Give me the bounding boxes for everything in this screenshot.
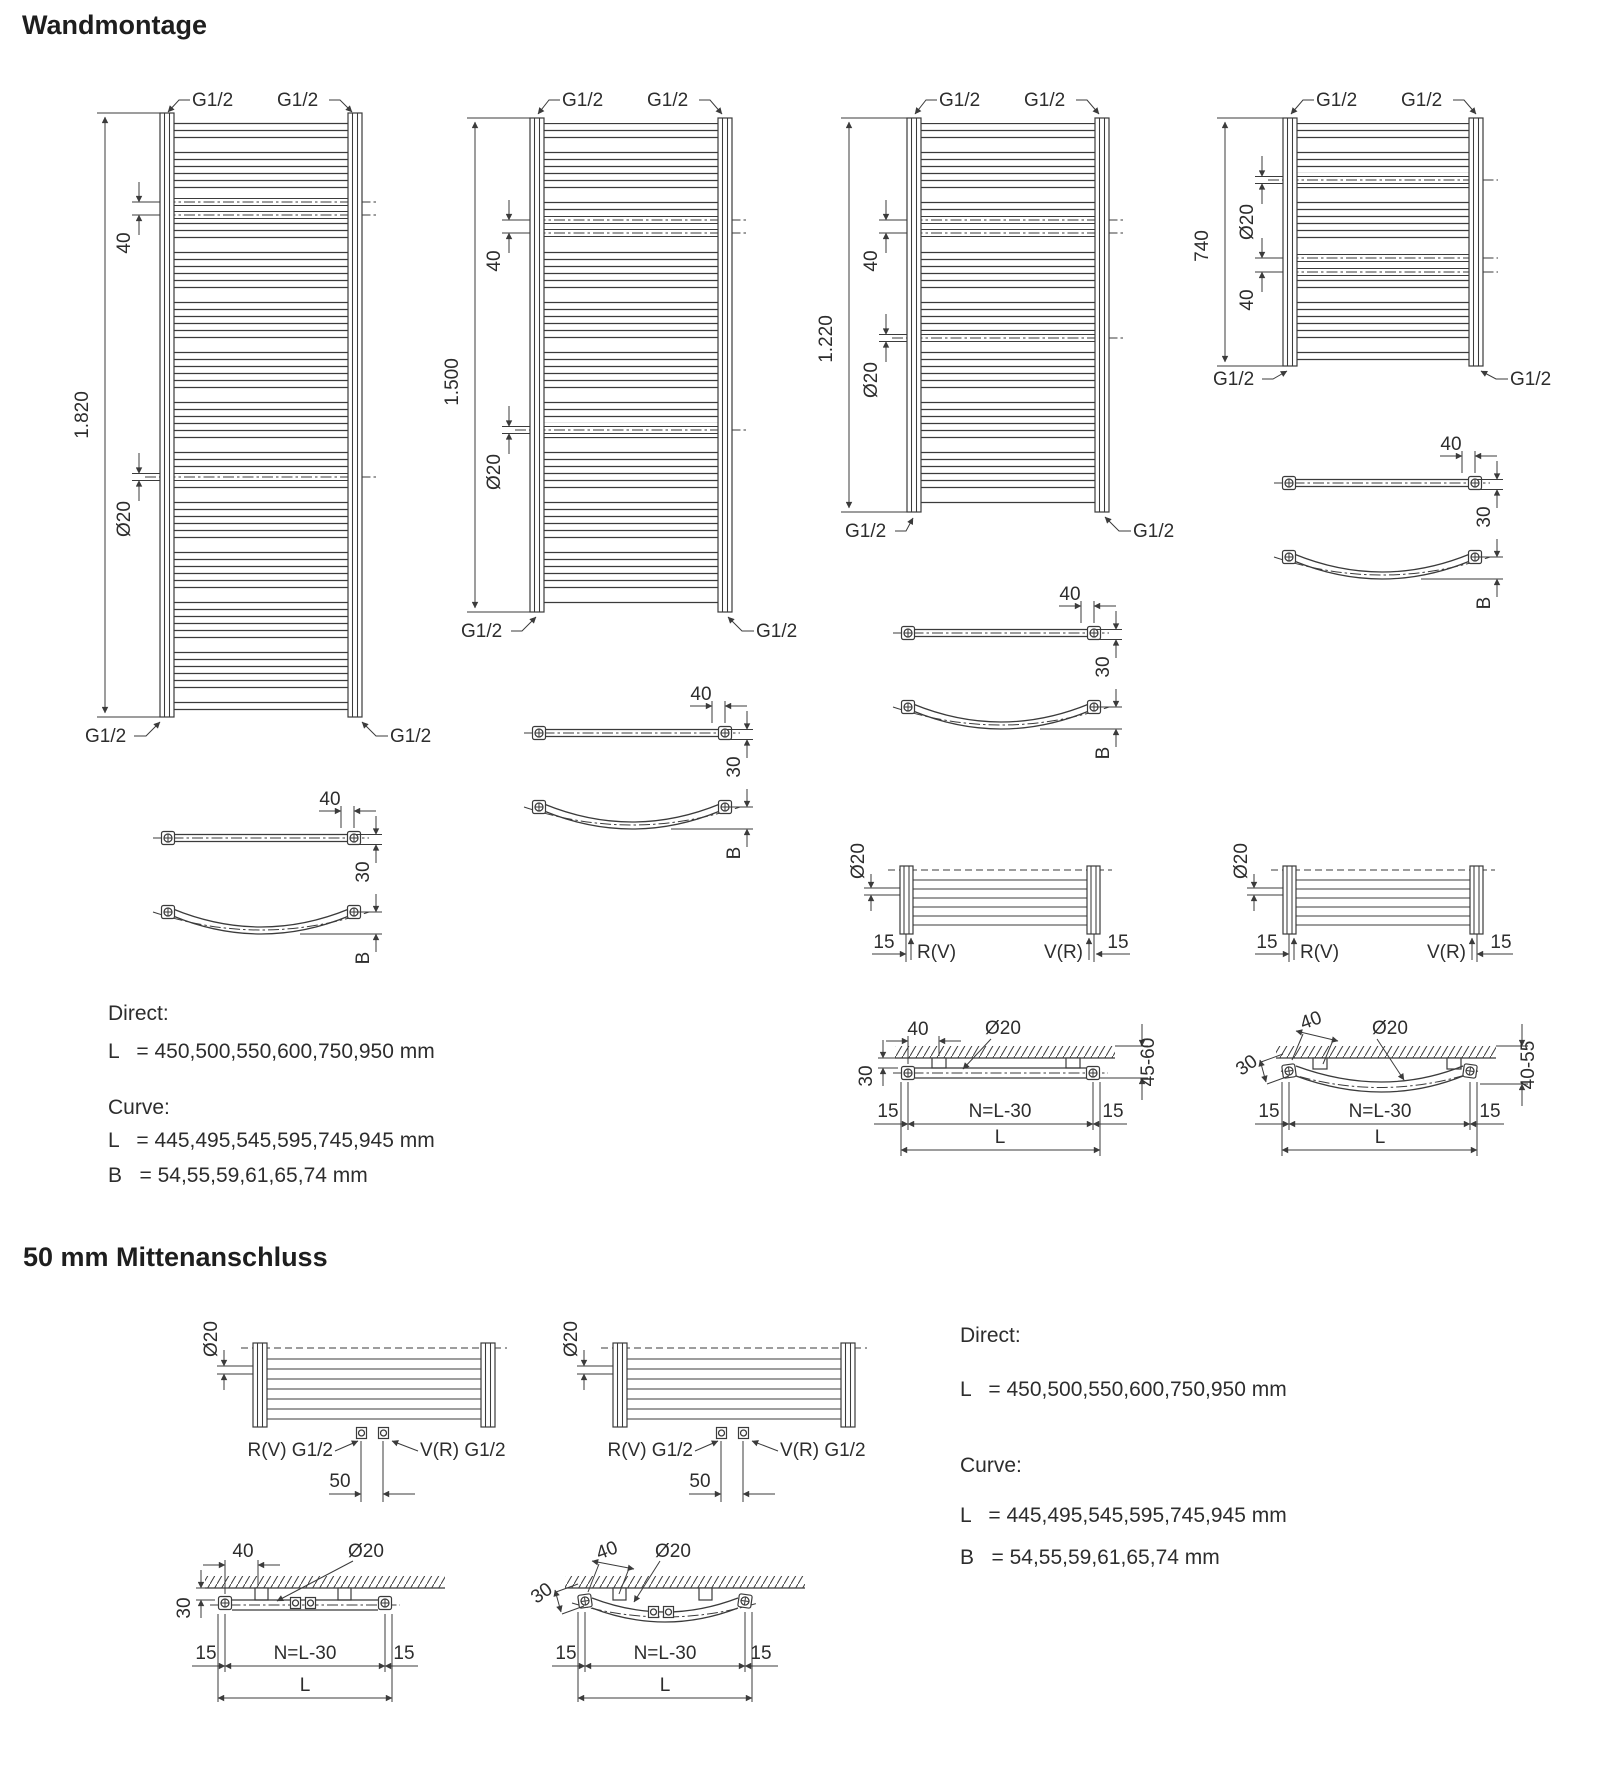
dim-d20-1 <box>114 453 160 537</box>
dim-height-2 <box>442 118 530 612</box>
flow-return-label: V(R) <box>1043 942 1083 963</box>
g12-label: G1/2 <box>845 521 887 542</box>
spec2-direct-title: Direct: <box>960 1324 1021 1347</box>
dim-label-50: 50 <box>689 1471 711 1492</box>
radiator-front-view-1 <box>72 90 431 747</box>
dim-label-d20: Ø20 <box>861 362 882 398</box>
dim-40-1 <box>114 182 160 254</box>
dim-label-d20: Ø20 <box>561 1321 582 1357</box>
dim-label-50: 50 <box>329 1471 351 1492</box>
dim-label-d20: Ø20 <box>655 1541 691 1562</box>
dim-label-n: N=L-30 <box>1348 1101 1412 1122</box>
dim-label-15: 15 <box>1102 1101 1124 1122</box>
dim-label-b: B <box>724 846 745 860</box>
dim-label-15: 15 <box>555 1643 577 1664</box>
dim-label-40: 40 <box>484 250 505 272</box>
spec-curve-title: Curve: <box>108 1096 170 1119</box>
dim-40-2 <box>484 200 530 272</box>
dim-label-15: 15 <box>393 1643 415 1664</box>
radiator-front-view-4 <box>1192 90 1551 390</box>
dim-label-n: N=L-30 <box>633 1643 697 1664</box>
return-flow-g12-label: R(V) G1/2 <box>607 1440 693 1461</box>
dim-label-d20: Ø20 <box>114 501 135 537</box>
dim-label-l: L <box>299 1675 311 1696</box>
g12-label: G1/2 <box>1024 90 1066 111</box>
flow-return-g12-label: V(R) G1/2 <box>780 1440 866 1461</box>
dim-label-15: 15 <box>1479 1101 1501 1122</box>
g12-label: G1/2 <box>1510 369 1552 390</box>
g12-label: G1/2 <box>85 726 127 747</box>
dim-label-b: B <box>353 951 374 965</box>
height-label-1: 1.820 <box>72 391 93 439</box>
rail-top-view-direct-1 <box>153 789 382 883</box>
spec-direct-lengths: L = 450,500,550,600,750,950 mm <box>108 1040 435 1063</box>
connection-detail-top-view-1 <box>848 843 1130 963</box>
height-label-4: 740 <box>1192 230 1213 262</box>
dim-label-b: B <box>1093 746 1114 760</box>
g12-label: G1/2 <box>277 90 319 111</box>
dim-label-15: 15 <box>1490 932 1512 953</box>
dim-label-30: 30 <box>724 756 745 778</box>
dim-height-4 <box>1192 118 1283 366</box>
section-title-wall-mount: Wandmontage <box>22 10 207 40</box>
spec2-curve-depths: B = 54,55,59,61,65,74 mm <box>960 1546 1220 1569</box>
dim-label-15: 15 <box>1258 1101 1280 1122</box>
spec2-curve-lengths: L = 445,495,545,595,745,945 mm <box>960 1504 1287 1527</box>
spec-curve-depths: B = 54,55,59,61,65,74 mm <box>108 1164 368 1187</box>
spec-direct-title: Direct: <box>108 1002 169 1025</box>
dim-label-15: 15 <box>873 932 895 953</box>
dim-label-d20: Ø20 <box>985 1018 1021 1039</box>
dim-label-d20: Ø20 <box>1231 843 1252 879</box>
g12-label: G1/2 <box>562 90 604 111</box>
rail-top-view-curve-2 <box>524 789 753 859</box>
g12-label: G1/2 <box>1401 90 1443 111</box>
spec2-direct-lengths: L = 450,500,550,600,750,950 mm <box>960 1378 1287 1401</box>
dim-label-15: 15 <box>1256 932 1278 953</box>
dim-label-15: 15 <box>877 1101 899 1122</box>
height-label-3: 1.220 <box>816 315 837 363</box>
dim-label-30: 30 <box>527 1578 557 1609</box>
g12-label: G1/2 <box>1133 521 1175 542</box>
dim-label-40-55: 40-55 <box>1518 1040 1539 1090</box>
dim-label-n: N=L-30 <box>968 1101 1032 1122</box>
dim-label-40: 40 <box>1297 1007 1325 1035</box>
dim-d20-4 <box>1237 156 1283 240</box>
radiator-front-view-2 <box>442 90 797 642</box>
g12-label: G1/2 <box>939 90 981 111</box>
return-flow-label: R(V) <box>917 942 957 963</box>
center-connection-top-view-curve <box>561 1321 867 1502</box>
dim-label-30: 30 <box>1232 1050 1262 1081</box>
dim-label-30: 30 <box>856 1065 877 1087</box>
dim-label-45-60: 45-60 <box>1138 1037 1159 1087</box>
center-connection-side-view-curve <box>527 1537 805 1702</box>
dim-label-l: L <box>1374 1127 1386 1148</box>
rail-top-view-direct-3 <box>893 584 1122 678</box>
dim-label-30: 30 <box>174 1597 195 1619</box>
height-label-2: 1.500 <box>442 358 463 406</box>
dim-height-3 <box>816 118 907 512</box>
dim-label-d20: Ø20 <box>348 1541 384 1562</box>
dim-label-30: 30 <box>353 861 374 883</box>
dim-label-l: L <box>659 1675 671 1696</box>
dim-label-40: 40 <box>1440 434 1462 455</box>
dim-label-d20: Ø20 <box>1372 1018 1408 1039</box>
dim-label-d20: Ø20 <box>484 454 505 490</box>
g12-label: G1/2 <box>647 90 689 111</box>
wall-side-view-direct <box>856 1018 1159 1156</box>
dim-height-1 <box>72 113 160 717</box>
dim-label-40: 40 <box>1237 289 1258 311</box>
dim-label-40: 40 <box>319 789 341 810</box>
flow-return-label: V(R) <box>1426 942 1466 963</box>
g12-label: G1/2 <box>1316 90 1358 111</box>
center-connection-top-view-direct <box>201 1321 507 1502</box>
dim-d20-2 <box>484 406 530 490</box>
rail-top-view-direct-4 <box>1274 434 1503 528</box>
radiator-front-view-3 <box>816 90 1174 542</box>
dim-label-40: 40 <box>861 250 882 272</box>
g12-label: G1/2 <box>1213 369 1255 390</box>
center-connection-side-view-direct <box>174 1541 445 1702</box>
rail-top-view-curve-1 <box>153 894 382 964</box>
section-title-center-connection: 50 mm Mittenanschluss <box>23 1242 328 1272</box>
g12-label: G1/2 <box>192 90 234 111</box>
dim-label-l: L <box>994 1127 1006 1148</box>
dim-label-40: 40 <box>114 232 135 254</box>
dim-label-b: B <box>1474 596 1495 610</box>
return-flow-g12-label: R(V) G1/2 <box>247 1440 333 1461</box>
dim-label-d20: Ø20 <box>201 1321 222 1357</box>
return-flow-label: R(V) <box>1300 942 1340 963</box>
spec-curve-lengths: L = 445,495,545,595,745,945 mm <box>108 1129 435 1152</box>
dim-label-15: 15 <box>195 1643 217 1664</box>
dim-40-4 <box>1237 238 1283 311</box>
g12-label: G1/2 <box>756 621 798 642</box>
dim-40-3 <box>861 200 907 272</box>
rail-top-view-direct-2 <box>524 684 753 778</box>
dim-label-d20: Ø20 <box>848 843 869 879</box>
dim-label-40: 40 <box>690 684 712 705</box>
dim-label-30: 30 <box>1093 656 1114 678</box>
dim-label-40: 40 <box>593 1537 621 1565</box>
dim-d20-3 <box>861 314 907 398</box>
spec2-curve-title: Curve: <box>960 1454 1022 1477</box>
connection-detail-top-view-2 <box>1231 843 1513 963</box>
g12-label: G1/2 <box>390 726 432 747</box>
dim-label-40: 40 <box>232 1541 254 1562</box>
dim-label-40: 40 <box>907 1019 929 1040</box>
dim-label-15: 15 <box>1107 932 1129 953</box>
flow-return-g12-label: V(R) G1/2 <box>420 1440 506 1461</box>
g12-label: G1/2 <box>461 621 503 642</box>
dim-label-d20: Ø20 <box>1237 204 1258 240</box>
dim-label-30: 30 <box>1474 506 1495 528</box>
dim-label-n: N=L-30 <box>273 1643 337 1664</box>
rail-top-view-curve-3 <box>893 689 1122 759</box>
wall-side-view-curve <box>1232 1007 1539 1156</box>
dim-label-15: 15 <box>750 1643 772 1664</box>
dim-label-40: 40 <box>1059 584 1081 605</box>
rail-top-view-curve-4 <box>1274 539 1503 609</box>
